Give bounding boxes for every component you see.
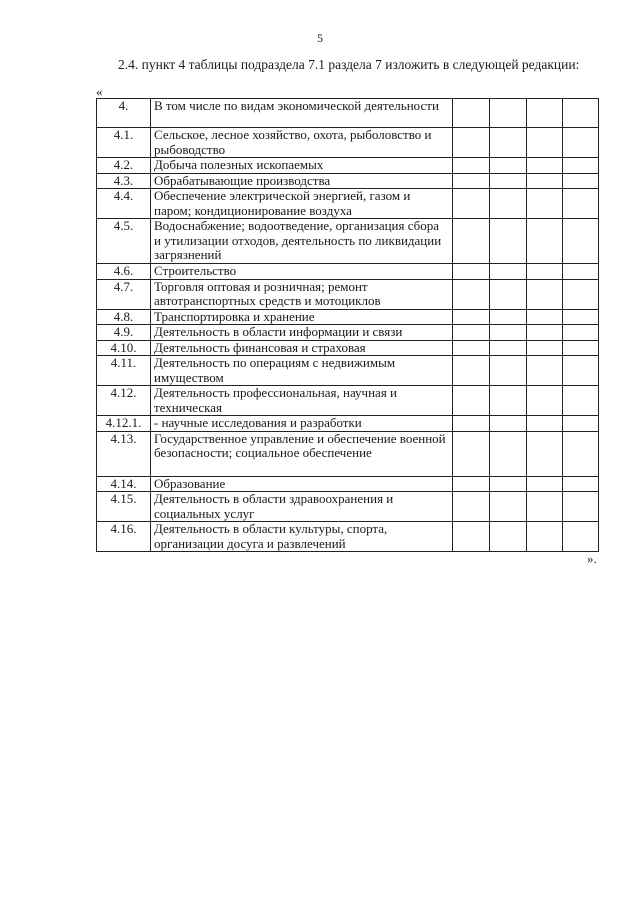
empty-cell	[453, 128, 490, 158]
activity-name: Государственное управление и обеспечение военной безопасности; социальное обеспечение	[151, 431, 453, 476]
empty-cell	[563, 386, 599, 416]
empty-cell	[490, 356, 527, 386]
empty-cell	[490, 492, 527, 522]
empty-cell	[563, 356, 599, 386]
empty-cell	[563, 264, 599, 280]
empty-cell	[527, 279, 563, 309]
table-row	[97, 386, 599, 416]
table-row	[97, 128, 599, 158]
empty-cell	[490, 340, 527, 356]
table-body	[97, 99, 599, 552]
activity-name: Деятельность финансовая и страховая	[151, 340, 453, 356]
empty-cell	[453, 431, 490, 476]
empty-cell	[563, 431, 599, 476]
empty-cell	[490, 264, 527, 280]
table-row	[97, 431, 599, 476]
table-row	[97, 416, 599, 432]
opening-quote: «	[96, 84, 103, 99]
table-row	[97, 264, 599, 280]
empty-cell	[527, 492, 563, 522]
empty-cell	[453, 522, 490, 552]
empty-cell	[453, 325, 490, 341]
activity-name: - научные исследования и разработки	[151, 416, 453, 432]
row-number: 4.5.	[97, 219, 151, 264]
activity-name: Транспортировка и хранение	[151, 309, 453, 325]
table-row	[97, 325, 599, 341]
activity-name: Строительство	[151, 264, 453, 280]
empty-cell	[490, 386, 527, 416]
empty-cell	[527, 309, 563, 325]
activity-name: Обрабатывающие производства	[151, 173, 453, 189]
empty-cell	[490, 476, 527, 492]
empty-cell	[527, 476, 563, 492]
empty-cell	[453, 264, 490, 280]
activity-name: В том числе по видам экономической деятельности	[151, 99, 453, 128]
activity-name: Деятельность в области информации и связи	[151, 325, 453, 341]
empty-cell	[453, 356, 490, 386]
row-number: 4.	[97, 99, 151, 128]
empty-cell	[527, 173, 563, 189]
row-number: 4.14.	[97, 476, 151, 492]
empty-cell	[453, 189, 490, 219]
table-row	[97, 189, 599, 219]
empty-cell	[563, 416, 599, 432]
empty-cell	[563, 522, 599, 552]
row-number: 4.4.	[97, 189, 151, 219]
table-row	[97, 219, 599, 264]
empty-cell	[453, 476, 490, 492]
empty-cell	[453, 99, 490, 128]
row-number: 4.12.1.	[97, 416, 151, 432]
empty-cell	[490, 189, 527, 219]
empty-cell	[563, 99, 599, 128]
empty-cell	[453, 219, 490, 264]
empty-cell	[527, 264, 563, 280]
table-row	[97, 279, 599, 309]
empty-cell	[527, 431, 563, 476]
empty-cell	[490, 99, 527, 128]
empty-cell	[527, 99, 563, 128]
empty-cell	[527, 386, 563, 416]
empty-cell	[453, 386, 490, 416]
empty-cell	[453, 158, 490, 174]
empty-cell	[453, 492, 490, 522]
empty-cell	[490, 309, 527, 325]
table-row	[97, 158, 599, 174]
table-row	[97, 522, 599, 552]
row-number: 4.10.	[97, 340, 151, 356]
table-row	[97, 356, 599, 386]
activity-table	[96, 98, 599, 552]
page-number: 5	[317, 31, 323, 45]
activity-name: Добыча полезных ископаемых	[151, 158, 453, 174]
empty-cell	[490, 522, 527, 552]
empty-cell	[490, 279, 527, 309]
table-row	[97, 340, 599, 356]
empty-cell	[527, 340, 563, 356]
empty-cell	[527, 416, 563, 432]
empty-cell	[490, 431, 527, 476]
row-number: 4.9.	[97, 325, 151, 341]
empty-cell	[563, 158, 599, 174]
empty-cell	[453, 416, 490, 432]
empty-cell	[527, 189, 563, 219]
row-number: 4.12.	[97, 386, 151, 416]
empty-cell	[453, 173, 490, 189]
empty-cell	[490, 219, 527, 264]
activity-name: Обеспечение электрической энергией, газом и паром; кондиционирование воздуха	[151, 189, 453, 219]
empty-cell	[563, 476, 599, 492]
activity-name: Образование	[151, 476, 453, 492]
activity-name: Деятельность в области здравоохранения и социальных услуг	[151, 492, 453, 522]
empty-cell	[490, 325, 527, 341]
activity-name: Водоснабжение; водоотведение, организация сбора и утилизации отходов, деятельность по ликвидации загрязнений	[151, 219, 453, 264]
row-number: 4.13.	[97, 431, 151, 476]
empty-cell	[527, 128, 563, 158]
empty-cell	[563, 340, 599, 356]
empty-cell	[453, 309, 490, 325]
empty-cell	[563, 219, 599, 264]
empty-cell	[563, 325, 599, 341]
intro-paragraph: 2.4. пункт 4 таблицы подраздела 7.1 раздела 7 изложить в следующей редакции:	[118, 57, 580, 72]
row-number: 4.11.	[97, 356, 151, 386]
row-number: 4.16.	[97, 522, 151, 552]
empty-cell	[527, 219, 563, 264]
empty-cell	[527, 522, 563, 552]
activity-name: Торговля оптовая и розничная; ремонт автотранспортных средств и мотоциклов	[151, 279, 453, 309]
empty-cell	[563, 309, 599, 325]
activity-name: Деятельность профессиональная, научная и техническая	[151, 386, 453, 416]
empty-cell	[527, 356, 563, 386]
row-number: 4.8.	[97, 309, 151, 325]
row-number: 4.3.	[97, 173, 151, 189]
row-number: 4.1.	[97, 128, 151, 158]
empty-cell	[527, 158, 563, 174]
row-number: 4.6.	[97, 264, 151, 280]
table-row	[97, 492, 599, 522]
empty-cell	[453, 279, 490, 309]
row-number: 4.15.	[97, 492, 151, 522]
activity-name: Деятельность в области культуры, спорта, организации досуга и развлечений	[151, 522, 453, 552]
empty-cell	[527, 325, 563, 341]
table-row	[97, 99, 599, 128]
empty-cell	[563, 492, 599, 522]
row-number: 4.2.	[97, 158, 151, 174]
empty-cell	[563, 189, 599, 219]
table-row	[97, 173, 599, 189]
closing-quote: ».	[587, 551, 597, 566]
table-row	[97, 476, 599, 492]
row-number: 4.7.	[97, 279, 151, 309]
empty-cell	[490, 173, 527, 189]
empty-cell	[563, 173, 599, 189]
empty-cell	[490, 158, 527, 174]
empty-cell	[490, 128, 527, 158]
activity-name: Деятельность по операциям с недвижимым имуществом	[151, 356, 453, 386]
activity-name: Сельское, лесное хозяйство, охота, рыболовство и рыбоводство	[151, 128, 453, 158]
empty-cell	[563, 128, 599, 158]
table-row	[97, 309, 599, 325]
empty-cell	[563, 279, 599, 309]
empty-cell	[490, 416, 527, 432]
empty-cell	[453, 340, 490, 356]
